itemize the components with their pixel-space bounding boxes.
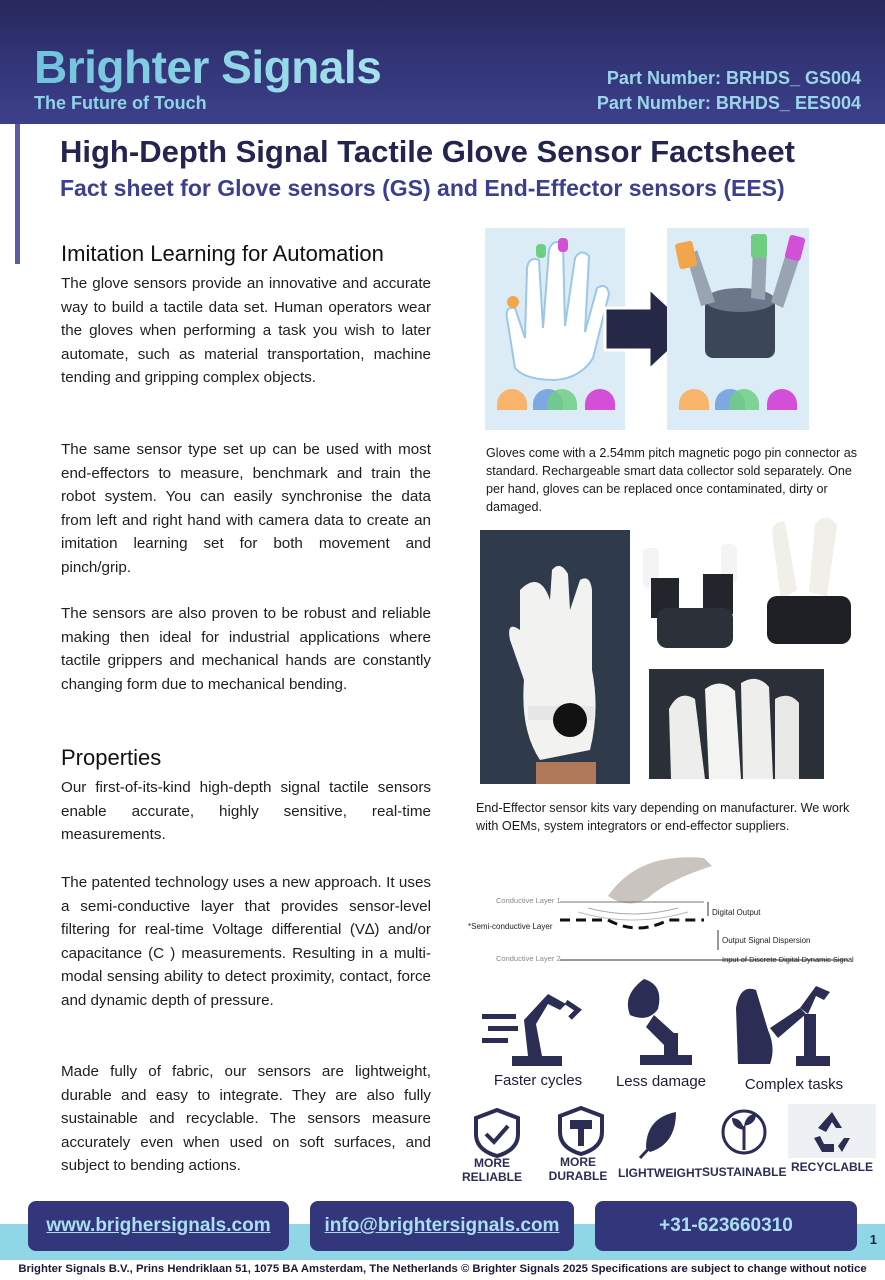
badge-sustainable [702,1165,787,1179]
benefit-complex-tasks: Complex tasks [744,1076,844,1093]
part-number-ees: Part Number: BRHDS_ EES004 [596,93,861,113]
email-link[interactable]: info@brightersignals.com [310,1201,574,1251]
layer-diagram-svg [468,850,858,970]
less-damage-icon [614,975,702,1069]
paragraph: Made fully of fabric, our sensors are lightweight, durable and easy to integrate. They are also fully sustainable and recyclable. The sensors measure accurately even when used on soft surfaces, and subject to bending actions. [61,1063,431,1175]
page-title: High-Depth Signal Tactile Glove Sensor Factsheet [60,134,795,169]
photo-glove-closeup [649,669,824,779]
header-banner [0,0,885,124]
paragraph: The sensors are also proven to be robust and reliable making then ideal for industrial applications where tactile grippers and mechanical hands are constantly changing form due to mechanical bending. [61,605,431,693]
sensor-layer-diagram [468,850,858,970]
footer-legal: Brighter Signals B.V., Prins Hendriklaan 51, 1075 BA Amsterdam, The Netherlands © Brighter Signals 2025 Specifications are subject to change without notice [18,1263,867,1275]
label-conductive-2: Conductive Layer 2 [496,954,561,963]
caption-end-effector: End-Effector sensor kits vary depending on manufacturer. We work with OEMs, system integrators or end-effector suppliers. [476,801,850,833]
paragraph: The patented technology uses a new approach. It uses a semi-conductive layer that provides sensor-level filtering for real-time Voltage differential (V∆) and/or capacitance (C ) measurements. Resulting in a multi-modal sensing ability to detect proximity, contact, force and dynamic depth of pressure. [61,874,431,1009]
robot-gripper-icon [667,228,809,430]
paragraph: Our first-of-its-kind high-depth signal tactile sensors enable accurate, highly sensitive, real-time measurements. [61,779,431,844]
shield-check-icon [472,1108,522,1158]
soft-finger-icon [757,500,857,658]
photo-gripper-black [637,528,749,656]
badge-lightweight [618,1166,702,1180]
shield-hammer-icon [556,1106,606,1156]
badge-line: RELIABLE [462,1170,522,1184]
accent-bar [15,124,20,264]
page-subtitle: Fact sheet for Glove sensors (GS) and End-Effector sensors (EES) [60,175,785,201]
badge-line: DURABLE [548,1169,608,1183]
photo-soft-gripper [757,500,857,658]
badge-more-durable [538,1155,618,1183]
gripper-photo-icon [637,528,749,656]
badge-line: MORE [560,1155,596,1169]
label-input-signal: Input of Discrete Digital Dynamic Signal [722,955,854,964]
badge-line: SUSTAINABLE [702,1165,787,1179]
page-number: 1 [869,1232,877,1247]
brand-logo: Brighter Signals [34,41,382,93]
label-semi-conductive: *Semi-conductive Layer [468,922,553,931]
faster-cycles-icon [478,980,582,1068]
sprout-icon [720,1106,768,1160]
phone-link[interactable]: +31-623660310 [595,1201,857,1251]
badge-recyclable [790,1160,874,1174]
benefit-less-damage: Less damage [615,1073,707,1090]
paragraph: The same sensor type set up can be used with most end-effectors to measure, benchmark and train the robot system. You can easily synchronise the data from left and right hand with camera data to create an imitation learning set for both movement and pinch/grip. [61,441,431,576]
label-digital-output: Digital Output [712,908,761,917]
benefit-faster-cycles: Faster cycles [493,1072,583,1089]
badge-more-reliable [452,1156,532,1184]
heading-properties: Properties [61,745,162,770]
brand-tagline: The Future of Touch [34,93,207,113]
recycle-icon [808,1108,856,1154]
heading-imitation: Imitation Learning for Automation [61,241,384,266]
feather-icon [636,1108,686,1160]
website-link[interactable]: www.brighersignals.com [28,1201,289,1251]
glove-photo-icon [480,530,630,784]
badge-line: RECYCLABLE [790,1160,873,1174]
gripper-illustration [667,228,809,430]
photo-gloved-hand [480,530,630,784]
caption-gloves: Gloves come with a 2.54mm pitch magnetic pogo pin connector as standard. Rechargeable smart data collector sold separately. One per hand, gloves can be replaced once contaminated, dirty or damaged. [486,446,858,514]
part-number-gs: Part Number: BRHDS_ GS004 [606,68,861,88]
label-conductive-1: Conductive Layer 1 [496,896,561,905]
glove-closeup-icon [649,669,824,779]
complex-tasks-icon [730,978,840,1070]
paragraph: The glove sensors provide an innovative and accurate way to build a tactile data set. Human operators wear the gloves when performing a task you wish to later automate, such as material transportation, machine tending and gripping complex objects. [61,275,431,387]
label-dispersion: Output Signal Dispersion [722,936,811,945]
badge-line: LIGHTWEIGHT [618,1166,702,1180]
badge-line: MORE [474,1156,510,1170]
